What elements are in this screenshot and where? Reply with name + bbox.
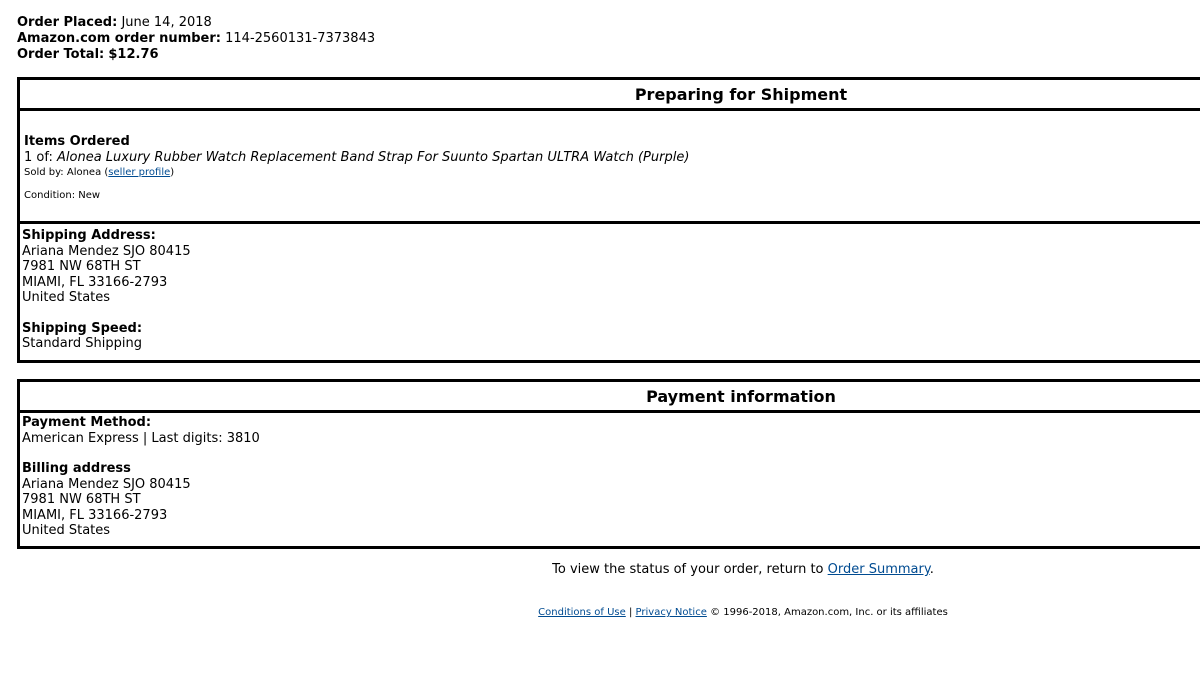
payment-method-label: Payment Method: [22,415,152,430]
shipment-box [17,77,1200,363]
payment-method-value: American Express | Last digits: 3810 [22,430,260,446]
shipping-address-line: United States [22,290,111,305]
order-total-value: $12.76 [108,47,159,62]
shipping-address-line: 7981 NW 68TH ST [22,259,141,274]
order-header [17,15,375,63]
item-condition: Condition: New [24,190,101,201]
payment-title: Payment information [646,387,836,406]
shipment-title-bar [20,80,1200,111]
shipment-title: Preparing for Shipment [634,85,848,104]
sold-by-prefix: Sold by: Alonea ( [24,167,109,178]
footer [0,605,1200,621]
ordered-item [24,150,1200,166]
sold-by-suffix: ) [170,167,175,178]
order-summary-link[interactable]: Order Summary [827,562,930,577]
order-number-label: Amazon.com order number: [17,31,221,46]
order-placed-row [17,15,375,31]
item-quantity: 1 of: [24,150,53,165]
conditions-of-use-link[interactable]: Conditions of Use [538,607,626,618]
seller-profile-link[interactable]: seller profile [108,167,171,178]
shipping-address-line: Ariana Mendez SJO 80415 [22,243,191,259]
shipping-speed-value: Standard Shipping [22,336,142,351]
status-text: To view the status of your order, return to [552,562,824,577]
footer-separator: | [628,607,633,618]
billing-address-line: MIAMI, FL 33166-2793 [22,507,168,523]
payment-title-bar [20,382,1200,413]
item-name: Alonea Luxury Rubber Watch Replacement Band Strap For Suunto Spartan ULTRA Watch (Purple) [57,150,690,165]
order-total-label: Order Total: [17,47,105,62]
billing-address-line: 7981 NW 68TH ST [22,492,141,507]
billing-address-line: United States [22,523,111,538]
sold-by [24,166,1200,179]
payment-box [17,379,1200,549]
order-placed-label: Order Placed: [17,15,118,30]
shipping-speed-label: Shipping Speed: [22,320,143,336]
privacy-notice-link[interactable]: Privacy Notice [635,607,707,618]
items-ordered-section [20,111,1200,224]
payment-section [20,413,1200,539]
items-ordered-heading: Items Ordered [24,134,130,149]
billing-address-line: Ariana Mendez SJO 80415 [22,476,191,492]
order-placed-value: June 14, 2018 [121,15,212,30]
shipping-address-label: Shipping Address: [22,228,156,243]
shipping-address-section [20,224,1200,352]
order-status-note [0,562,1200,578]
order-number-value: 114-2560131-7373843 [225,31,376,46]
order-number-row [17,31,375,47]
shipping-address-line: MIAMI, FL 33166-2793 [22,274,168,290]
billing-address-label: Billing address [22,461,131,476]
order-total-row [17,47,375,63]
status-suffix: . [929,562,934,577]
copyright-text: © 1996-2018, Amazon.com, Inc. or its affiliates [710,607,948,618]
